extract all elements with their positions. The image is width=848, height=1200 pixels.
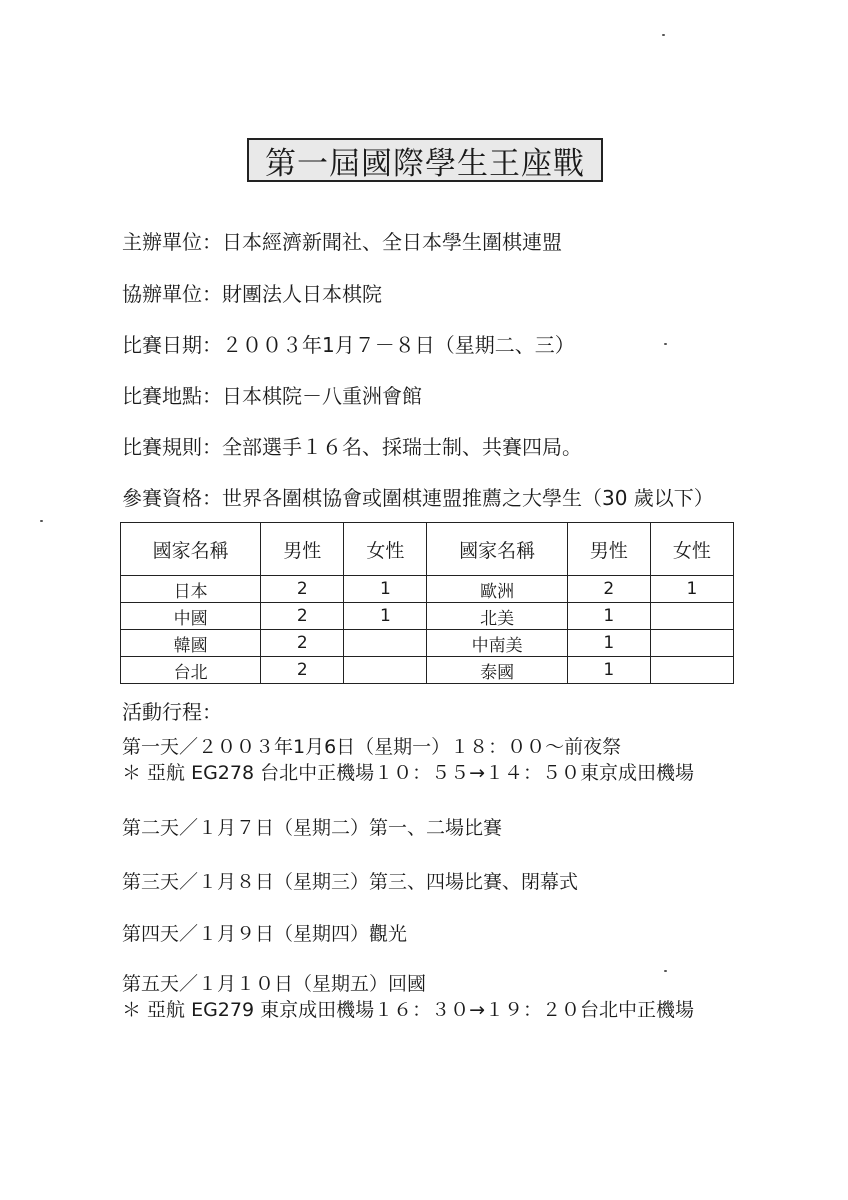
co-organizer-value: 財團法人日本棋院 (222, 282, 382, 306)
table-cell: 1 (344, 603, 427, 630)
venue-line (122, 383, 422, 409)
table-cell (344, 657, 427, 684)
header-male: 男性 (567, 523, 650, 576)
header-female: 女性 (650, 523, 733, 576)
scan-speck (664, 970, 667, 972)
organizer-line (122, 229, 562, 255)
schedule-heading: 活動行程： (122, 700, 222, 724)
organizer-label: 主辦單位 (122, 230, 202, 254)
table-cell: 1 (567, 630, 650, 657)
table-cell: 1 (567, 657, 650, 684)
table-cell: 歐洲 (427, 576, 567, 603)
eligibility-label: 參賽資格 (122, 486, 202, 510)
table-cell (650, 657, 733, 684)
table-cell (650, 603, 733, 630)
table-cell: 1 (650, 576, 733, 603)
table-row (121, 657, 734, 684)
title-box (247, 138, 603, 182)
header-country: 國家名稱 (121, 523, 261, 576)
schedule-day5: 第五天／１月１０日（星期五）回國 (122, 973, 427, 995)
rules-label: 比賽規則 (122, 435, 202, 459)
table-cell: 日本 (121, 576, 261, 603)
table-header-row (121, 523, 734, 576)
co-organizer-line (122, 281, 382, 307)
scan-speck (662, 34, 665, 36)
table-cell: 韓國 (121, 630, 261, 657)
table-cell: 1 (344, 576, 427, 603)
table-cell: 2 (261, 657, 344, 684)
separator: ： (202, 333, 222, 357)
header-male: 男性 (261, 523, 344, 576)
eligibility-line (122, 485, 714, 511)
table-cell: 中國 (121, 603, 261, 630)
table-cell: 中南美 (427, 630, 567, 657)
table-cell: 北美 (427, 603, 567, 630)
table-row (121, 576, 734, 603)
schedule-day3: 第三天／１月８日（星期三）第三、四場比賽、閉幕式 (122, 871, 579, 893)
schedule-day1-flight: ＊ 亞航 EG278 台北中正機場１０：５５→１４：５０東京成田機場 (122, 762, 695, 784)
rules-line (122, 434, 582, 460)
date-label: 比賽日期 (122, 333, 202, 357)
co-organizer-label: 協辦單位 (122, 282, 202, 306)
schedule-day4: 第四天／１月９日（星期四）觀光 (122, 923, 408, 945)
table-cell: 2 (261, 576, 344, 603)
scan-speck (664, 343, 667, 345)
rules-value: 全部選手１６名、採瑞士制、共賽四局。 (222, 435, 582, 459)
table-cell: 2 (261, 630, 344, 657)
table-cell: 2 (261, 603, 344, 630)
header-female: 女性 (344, 523, 427, 576)
organizer-value: 日本經濟新聞社、全日本學生圍棋連盟 (222, 230, 562, 254)
schedule-day1: 第一天／２００３年1月6日（星期一）１８：００～前夜祭 (122, 736, 622, 758)
date-value: ２００３年1月７－８日（星期二、三） (222, 333, 575, 357)
venue-value: 日本棋院－八重洲會館 (222, 384, 422, 408)
table-row (121, 603, 734, 630)
table-cell: 2 (567, 576, 650, 603)
header-country: 國家名稱 (427, 523, 567, 576)
table-cell: 台北 (121, 657, 261, 684)
participants-table (120, 522, 734, 684)
separator: ： (202, 384, 222, 408)
scan-speck (40, 520, 43, 522)
eligibility-value: 世界各圍棋協會或圍棋連盟推薦之大學生（30 歲以下） (222, 486, 714, 510)
document-title: 第一屆國際學生王座戰 (265, 145, 585, 182)
separator: ： (202, 282, 222, 306)
date-line (122, 332, 575, 358)
separator: ： (202, 230, 222, 254)
table-cell (650, 630, 733, 657)
table-cell: 泰國 (427, 657, 567, 684)
table-row (121, 630, 734, 657)
table-cell (344, 630, 427, 657)
separator: ： (202, 435, 222, 459)
table-cell: 1 (567, 603, 650, 630)
schedule-day5-flight: ＊ 亞航 EG279 東京成田機場１６：３０→１９：２０台北中正機場 (122, 999, 695, 1021)
schedule-day2: 第二天／１月７日（星期二）第一、二場比賽 (122, 817, 503, 839)
venue-label: 比賽地點 (122, 384, 202, 408)
separator: ： (202, 486, 222, 510)
